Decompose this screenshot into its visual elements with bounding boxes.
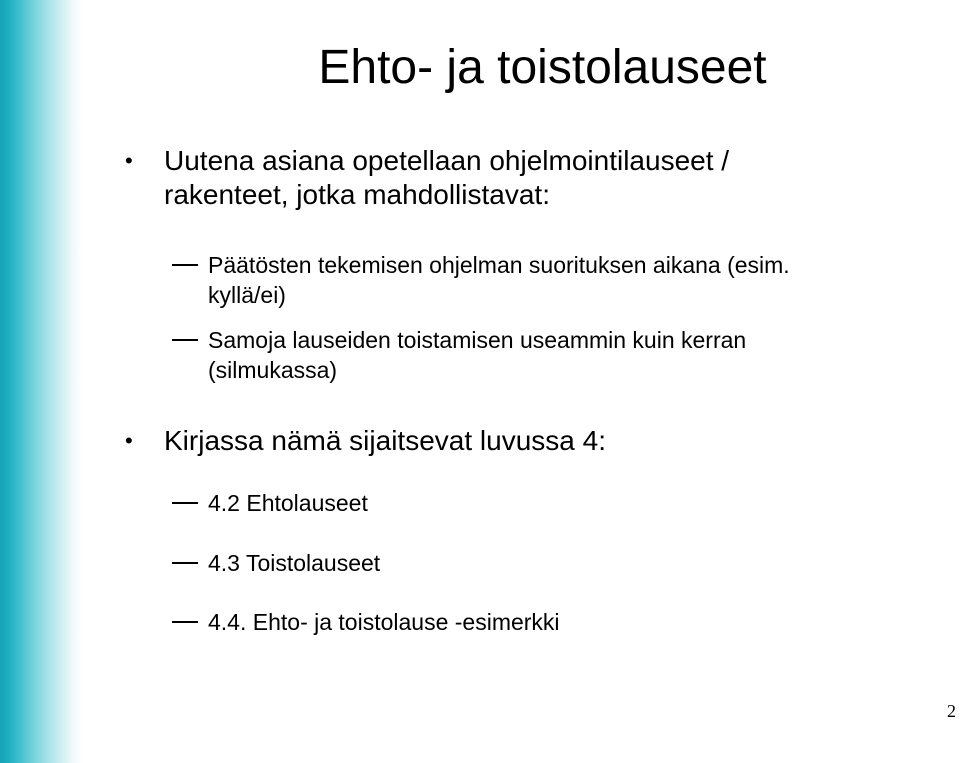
dash-icon [172, 502, 198, 504]
sub-bullet-text-line: kyllä/ei) [208, 282, 286, 308]
sub-bullet-text-line: Samoja lauseiden toistamisen useammin kuin kerran [208, 327, 747, 353]
bullet-dot-icon: • [125, 428, 133, 453]
sub-bullet-text-line: Päätösten tekemisen ohjelman suorituksen aikana (esim. [208, 252, 790, 278]
sub-bullet-item-2-3 [208, 607, 560, 637]
sub-bullet-item-2-1 [208, 488, 368, 518]
page-number: 2 [947, 701, 956, 721]
bullet-dot-icon: • [125, 148, 133, 173]
bullet-text-line: rakenteet, jotka mahdollistavat: [164, 179, 550, 210]
dash-icon [172, 562, 198, 564]
sub-bullet-text-line: 4.3 Toistolauseet [208, 550, 381, 576]
sub-bullet-text-line: (silmukassa) [208, 357, 338, 383]
bullet-item-2 [125, 424, 606, 458]
sub-bullet-item-2-2 [208, 548, 380, 578]
bullet-text-line: Uutena asiana opetellaan ohjelmointilauseet / [164, 145, 730, 176]
sub-bullet-item-1-1 [208, 250, 790, 310]
sub-bullet-text-line: 4.2 Ehtolauseet [208, 490, 368, 516]
slide-title: Ehto- ja toistolauseet [318, 41, 767, 94]
dash-icon [172, 339, 198, 341]
dash-icon [172, 621, 198, 623]
bullet-item-1 [125, 144, 730, 212]
sub-bullet-item-1-2 [208, 325, 746, 385]
dash-icon [172, 264, 198, 266]
sub-bullet-text-line: 4.4. Ehto- ja toistolause -esimerkki [208, 609, 560, 635]
bullet-text-line: Kirjassa nämä sijaitsevat luvussa 4: [164, 425, 606, 456]
